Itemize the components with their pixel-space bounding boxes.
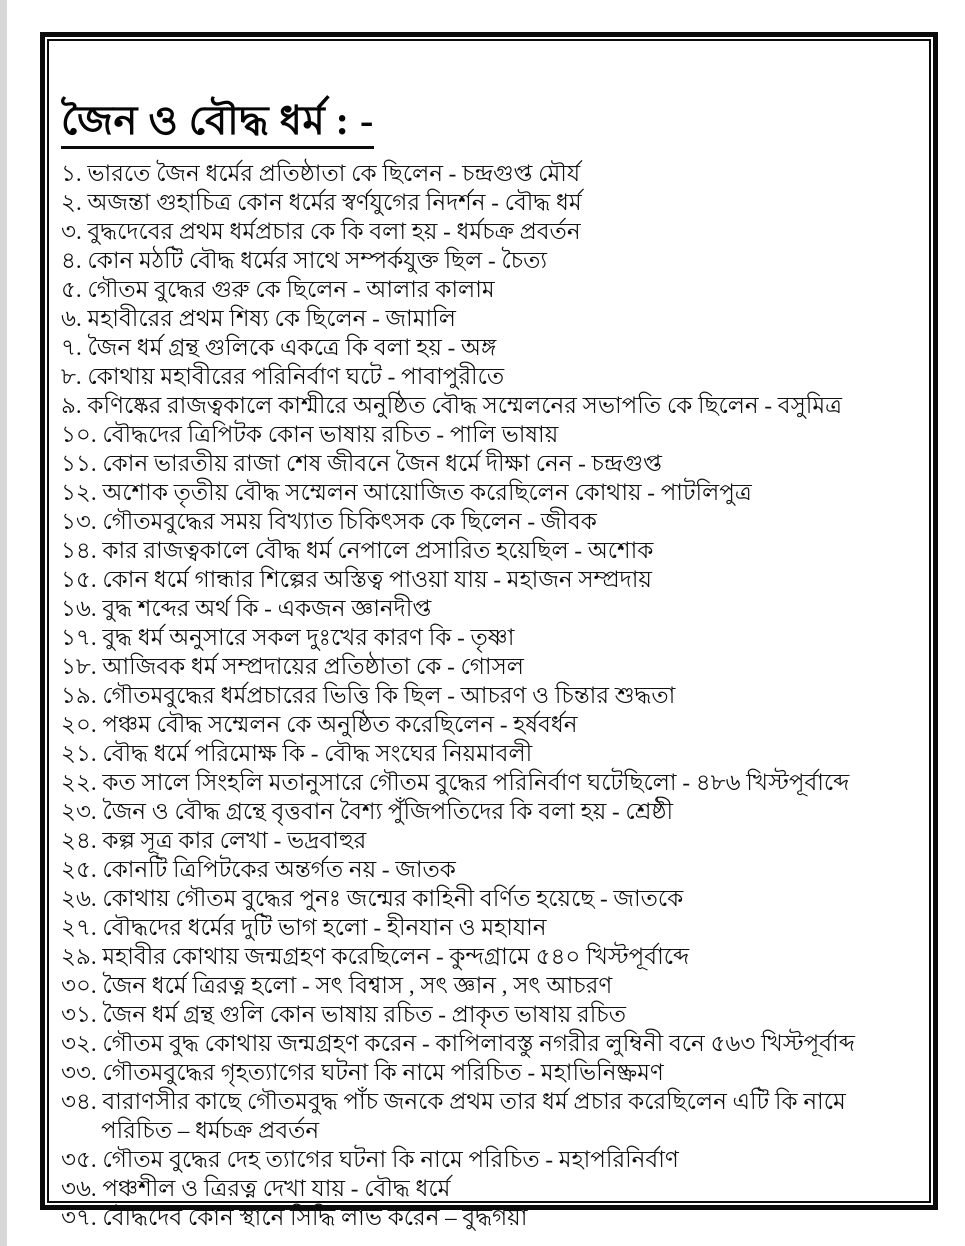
qa-item: ২. অজন্তা গুহাচিত্র কোন ধর্মের স্বর্ণযুগের নিদর্শন - বৌদ্ধ ধর্ম [61, 190, 582, 215]
qa-item: ৩১. জৈন ধর্ম গ্রন্থ গুলি কোন ভাষায় রচিত - প্রাকৃত ভাষায় রচিত [61, 1002, 626, 1027]
qa-item: ৩৪. বারাণসীর কাছে গৌতমবুদ্ধ পাঁচ জনকে প্রথম তার ধর্ম প্রচার করেছিলেন এটি কি নামে পরিচিত – ধর্মচক্র প্রবর্তন [61, 1089, 846, 1143]
page-border-inner-frame [47, 39, 931, 1230]
qa-item: ১৫. কোন ধর্মে গান্ধার শিল্পের অস্তিত্ব পাওয়া যায় - মহাজন সম্প্রদায় [61, 567, 652, 592]
qa-item: ৩০. জৈন ধর্মে ত্রিরত্ন হলো - সৎ বিশ্বাস , সৎ জ্ঞান , সৎ আচরণ [61, 973, 613, 998]
scan-edge-strip [0, 0, 7, 1246]
qa-item: ১২. অশোক তৃতীয় বৌদ্ধ সম্মেলন আয়োজিত করেছিলেন কোথায় - পাটলিপুত্র [61, 480, 752, 505]
qa-item: ২১. বৌদ্ধ ধর্মে পরিমোক্ষ কি - বৌদ্ধ সংঘের নিয়মাবলী [61, 741, 533, 766]
qa-item: ২২. কত সালে সিংহলি মতানুসারে গৌতম বুদ্ধের পরিনির্বাণ ঘটেছিলো - ৪৮৬ খিস্টপূর্বাব্দে [61, 770, 850, 795]
qa-item: ২৯. মহাবীর কোথায় জন্মগ্রহণ করেছিলেন - কুন্দগ্রামে ৫৪০ খিস্টপূর্বাব্দে [61, 944, 690, 969]
qa-item: ৩৫. গৌতম বুদ্ধের দেহ ত্যাগের ঘটনা কি নামে পরিচিত - মহাপরিনির্বাণ [61, 1147, 679, 1172]
qa-item: ৯. কণিষ্কের রাজত্বকালে কাশ্মীরে অনুষ্ঠিত বৌদ্ধ সম্মেলনের সভাপতি কে ছিলেন - বসুমিত্র [61, 393, 843, 418]
qa-item: ১৩. গৌতমবুদ্ধের সময় বিখ্যাত চিকিৎসক কে ছিলেন - জীবক [61, 509, 597, 534]
qa-item: ৩৬. পঞ্চশীল ও ত্রিরত্ন দেখা যায় - বৌদ্ধ ধর্মে [61, 1176, 451, 1201]
qa-item: ১৪. কার রাজত্বকালে বৌদ্ধ ধর্ম নেপালে প্রসারিত হয়েছিল - অশোক [61, 538, 654, 563]
qa-item: ২০. পঞ্চম বৌদ্ধ সম্মেলন কে অনুষ্ঠিত করেছিলেন - হর্ষবর্ধন [61, 712, 578, 737]
qa-item: ৩. বুদ্ধদেবের প্রথম ধর্মপ্রচার কে কি বলা হয় - ধর্মচক্র প্রবর্তন [61, 219, 581, 244]
qa-item: ১৬. বুদ্ধ শব্দের অর্থ কি - একজন জ্ঞানদীপ্ত [61, 596, 432, 621]
qa-list [61, 159, 921, 1232]
qa-item: ৪. কোন মঠটি বৌদ্ধ ধর্মের সাথে সম্পর্কযুক্ত ছিল - চৈত্য [61, 248, 548, 273]
qa-item: ৫. গৌতম বুদ্ধের গুরু কে ছিলেন - আলার কালাম [61, 277, 495, 302]
document-content [61, 99, 921, 1232]
qa-item: ২৭. বৌদ্ধদের ধর্মের দুটি ভাগ হলো - হীনযান ও মহাযান [61, 915, 547, 940]
qa-item: ১৯. গৌতমবুদ্ধের ধর্মপ্রচারের ভিত্তি কি ছিল - আচরণ ও চিন্তার শুদ্ধতা [61, 683, 676, 708]
qa-item: ২৬. কোথায় গৌতম বুদ্ধের পুনঃ জন্মের কাহিনী বর্ণিত হয়েছে - জাতকে [61, 886, 684, 911]
qa-item: ৩২. গৌতম বুদ্ধ কোথায় জন্মগ্রহণ করেন - কাপিলাবস্তু নগরীর লুম্বিনী বনে ৫৬৩ খিস্টপূর্বাব্দ [61, 1031, 855, 1056]
qa-item: ১. ভারতে জৈন ধর্মের প্রতিষ্ঠাতা কে ছিলেন - চন্দ্রগুপ্ত মৌর্য [61, 161, 581, 186]
qa-item: ৮. কোথায় মহাবীরের পরিনির্বাণ ঘটে - পাবাপুরীতে [61, 364, 505, 389]
qa-item: ৩৭. বৌদ্ধদেব কোন স্থানে সিদ্ধি লাভ করেন – বুদ্ধগয়া [61, 1205, 528, 1230]
qa-item: ১৮. আজিবক ধর্ম সম্প্রদায়ের প্রতিষ্ঠাতা কে - গোসল [61, 654, 524, 679]
page-border-frame [40, 32, 938, 1230]
qa-item: ৬. মহাবীরের প্রথম শিষ্য কে ছিলেন - জামালি [61, 306, 456, 331]
qa-item: ১৭. বুদ্ধ ধর্ম অনুসারে সকল দুঃখের কারণ কি - তৃষ্ণা [61, 625, 515, 650]
qa-item: ৭. জৈন ধর্ম গ্রন্থ গুলিকে একত্রে কি বলা হয় - অঙ্গ [61, 335, 497, 360]
page-title: জৈন ও বৌদ্ধ ধর্ম : - [61, 99, 374, 149]
qa-item: ২৩. জৈন ও বৌদ্ধ গ্রন্থে বৃত্তবান বৈশ্য পুঁজিপতিদের কি বলা হয় - শ্রেষ্ঠী [61, 799, 674, 824]
qa-item: ২৪. কল্প সূত্র কার লেখা - ভদ্রবাহুর [61, 828, 367, 853]
qa-item: ২৫. কোনটি ত্রিপিটকের অন্তর্গত নয় - জাতক [61, 857, 456, 882]
qa-item: ৩৩. গৌতমবুদ্ধের গৃহত্যাগের ঘটনা কি নামে পরিচিত - মহাভিনিষ্ক্রমণ [61, 1060, 664, 1085]
qa-item: ১১. কোন ভারতীয় রাজা শেষ জীবনে জৈন ধর্মে দীক্ষা নেন - চন্দ্রগুপ্ত [61, 451, 662, 476]
qa-item: ১০. বৌদ্ধদের ত্রিপিটক কোন ভাষায় রচিত - পালি ভাষায় [61, 422, 559, 447]
